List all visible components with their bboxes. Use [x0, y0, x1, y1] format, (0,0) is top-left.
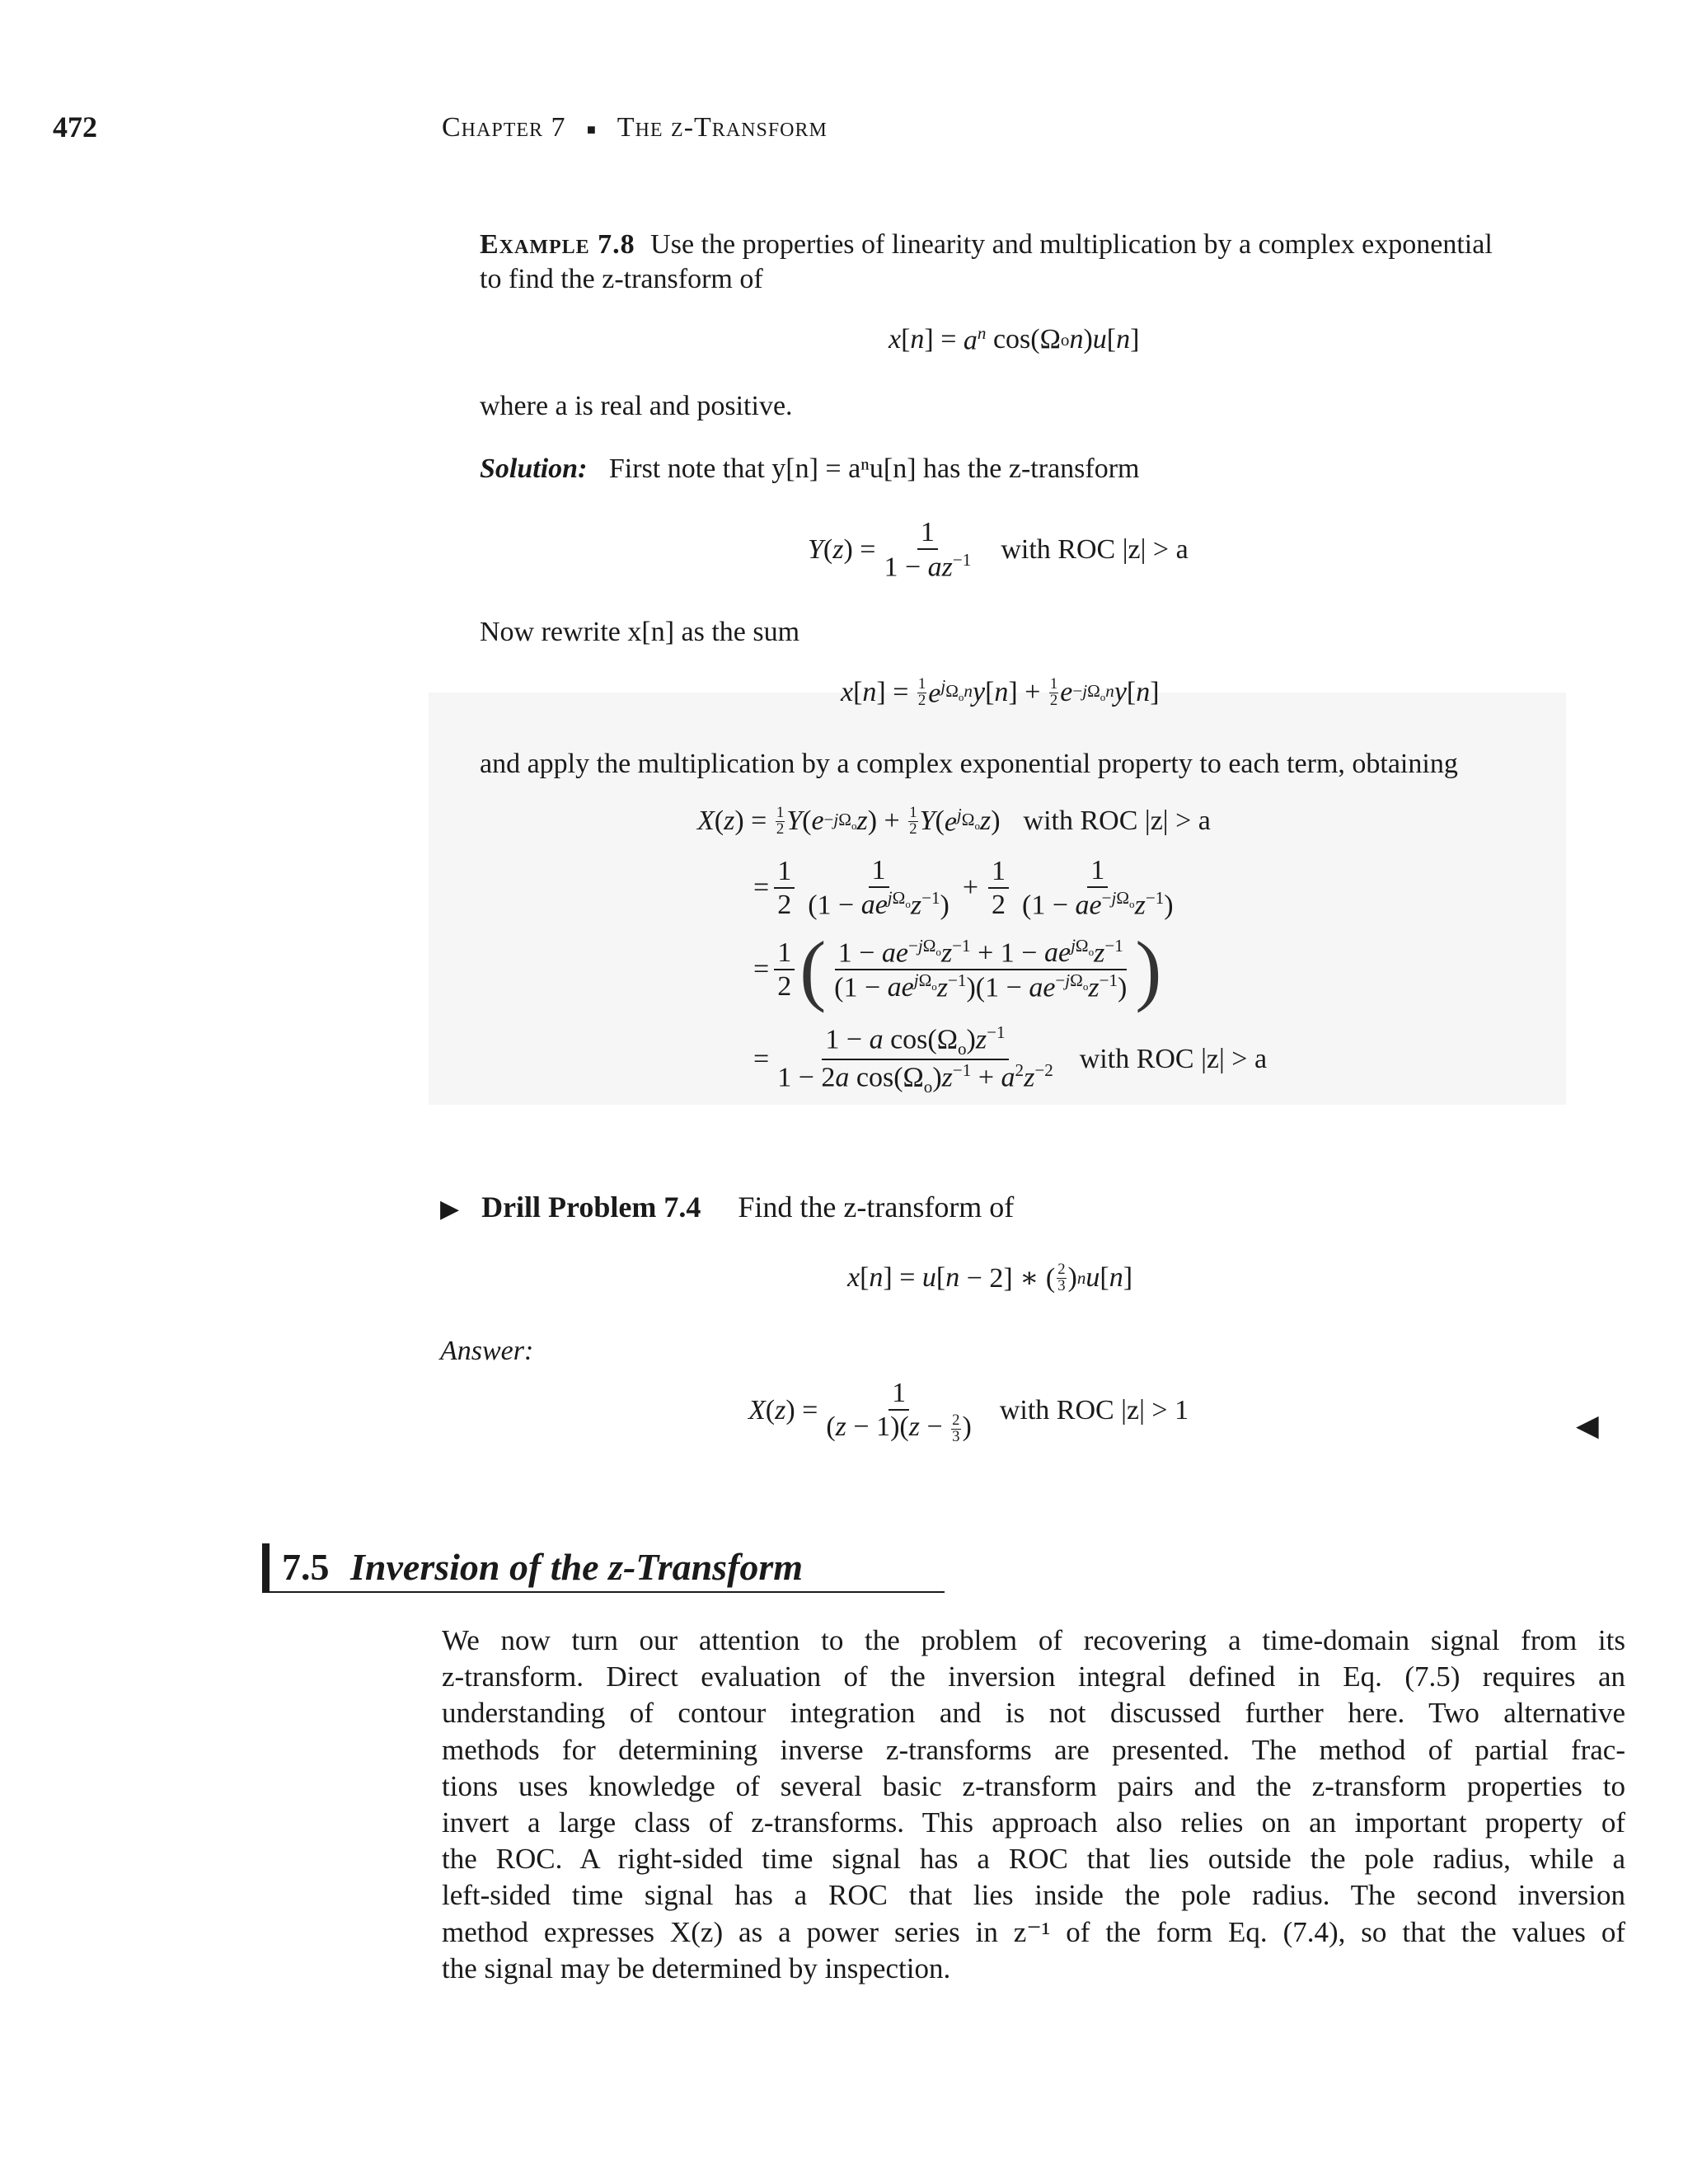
example-prompt-line1: Use the properties of linearity and multiplication by a complex exponential — [650, 229, 1493, 260]
section-underline — [262, 1591, 945, 1593]
roc-text-x1: with ROC |z| > a — [1023, 805, 1211, 837]
drill-label: Drill Problem 7.4 — [481, 1191, 701, 1224]
drill-heading — [440, 1189, 1014, 1226]
equation-y-transform: Y(z) = $\frac{1}{1 - az^{-1}}$ with ROC |z| > a — [808, 517, 1189, 583]
section-heading — [282, 1543, 803, 1591]
chapter-title: The z-Transform — [617, 112, 828, 143]
paragraph-line: left-sided time signal has a ROC that lies inside the pole radius. The second inversion — [442, 1879, 1625, 1912]
section-title: Inversion of the z-Transform — [350, 1546, 804, 1588]
equation-signal-definition: x [ n ] = $a^n$ cos(Ω o n ) u [ n ] — [889, 323, 1140, 356]
equation-x-line4: = $\frac{1 - a \cos(\Omega_o)z^{-1}}{1 - 2a \cos(\Omega_o)z^{-1} + a^2z^{-2}}$ with ROC |z| > a — [753, 1022, 1268, 1097]
paragraph-line: the signal may be determined by inspection. — [442, 1952, 951, 1984]
roc-text-y: with ROC |z| > a — [1001, 533, 1189, 565]
page-number: 472 — [53, 110, 97, 143]
chapter-label: Chapter 7 — [442, 112, 566, 143]
answer-label: Answer: — [440, 1336, 534, 1366]
equation-x-line3: = $\frac{1}{2}$ ( $\frac{1 - ae^{-j\Omega_o}z^{-1} + 1 - ae^{j\Omega_o}z^{-1}}{(1 - ae^{j\Omega_o}z^{-1})(1 - ae^{-j\Omega_o}z^{-1})}$ ) — [753, 925, 1162, 1013]
separator-icon: ■ — [587, 120, 597, 138]
solution-text: First note that y[n] = aⁿu[n] has the z-transform — [608, 453, 1140, 484]
section-number: 7.5 — [282, 1546, 330, 1588]
roc-text-drill: with ROC |z| > 1 — [999, 1395, 1189, 1426]
equation-x-line2: = $\frac{1}{2}$ $\frac{1}{(1 - ae^{j\Omega_o}z^{-1})}$ + $\frac{1}{2}$ $\frac{1}{(1 - ae^{-j\Omega_o}z^{-1})}$ — [753, 855, 1174, 921]
equation-sum-rewrite: x [ n ] = 1 2 $e^j$ $\Omega_on$ y [ n ] + 1 2 e $-j\Omega_on$ y [ n ] — [841, 674, 1160, 709]
roc-text-x4: with ROC |z| > a — [1079, 1044, 1268, 1075]
rewrite-line: Now rewrite x[n] as the sum — [480, 617, 800, 647]
section-side-bar — [262, 1543, 270, 1591]
paragraph-line: method expresses X(z) as a power series in z⁻¹ of the form Eq. (7.4), so that the values of — [442, 1915, 1625, 1948]
paragraph-line: invert a large class of z-transforms. This approach also relies on an important property of — [442, 1806, 1625, 1839]
paragraph-line: tions uses knowledge of several basic z-transform pairs and the z-transform properties to — [442, 1769, 1625, 1802]
section-paragraph — [442, 1623, 1625, 1987]
paragraph-line: We now turn our attention to the problem of recovering a time-domain signal from its — [442, 1624, 1625, 1656]
where-line: where a is real and positive. — [480, 391, 793, 421]
drill-marker-icon: ▶ — [440, 1195, 460, 1223]
chapter-heading — [442, 110, 828, 146]
solution-label: Solution: — [480, 453, 588, 484]
paragraph-line: methods for determining inverse z-transforms are presented. The method of partial frac- — [442, 1733, 1625, 1766]
example-prompt-line2: to find the z-transform of — [480, 264, 763, 294]
equation-x-line1: X ( z ) = 1 2 Y ( e $-j\Omega_o$ z ) + 1 2 Y ( $e^j$ $\Omega_o$ z ) with ROC |z| > a — [697, 803, 1211, 838]
solution-line — [480, 452, 1139, 487]
drill-end-marker-icon: ◀ — [1576, 1409, 1599, 1442]
example-label: Example 7.8 — [480, 229, 635, 260]
example-intro — [480, 228, 1493, 263]
equation-drill-signal: x [ n ] = u [ n − 2] ∗ ( 2 3 ) n u [ n ] — [847, 1260, 1133, 1294]
paragraph-line: understanding of contour integration and is not discussed further here. Two alternative — [442, 1697, 1625, 1730]
apply-line: and apply the multiplication by a complex exponential property to each term, obtaining — [480, 749, 1458, 779]
drill-prompt: Find the z-transform of — [738, 1191, 1015, 1224]
paragraph-line: z-transform. Direct evaluation of the inversion integral defined in Eq. (7.5) requires an — [442, 1660, 1625, 1693]
equation-drill-answer: X(z) = 1 (z − 1)(z − $\frac{2}{3}$ ) with ROC |z| > 1 — [748, 1378, 1189, 1445]
paragraph-line: the ROC. A right-sided time signal has a ROC that lies outside the pole radius, while a — [442, 1843, 1625, 1876]
